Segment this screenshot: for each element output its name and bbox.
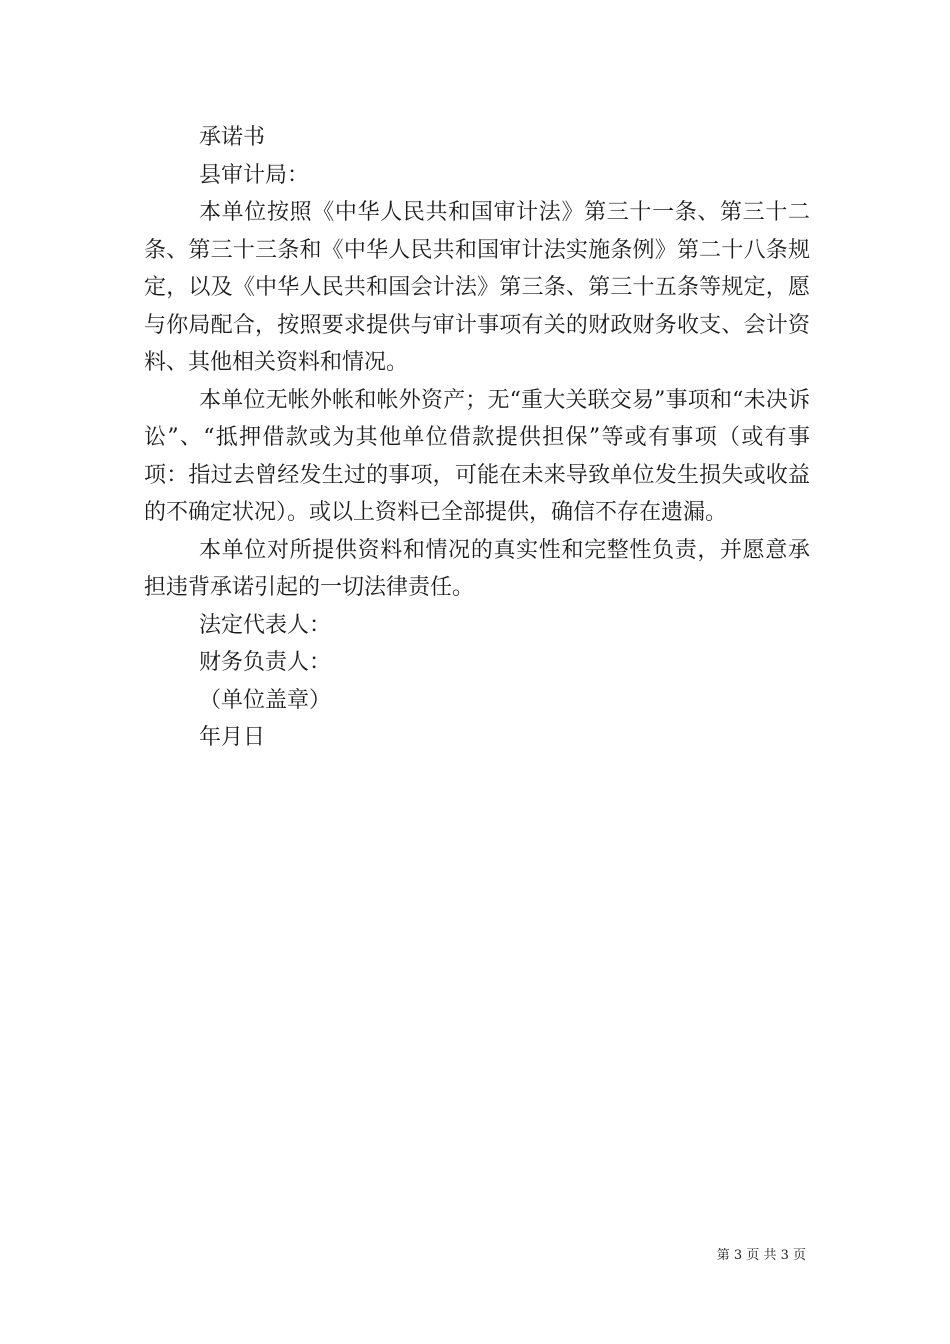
document-body [144,119,810,757]
seal-line: （单位盖章） [199,687,332,713]
finance-head-line: 财务负责人： [199,650,332,675]
document-title: 承诺书 [199,125,266,150]
body-paragraph: 本单位无帐外帐和帐外资产；无“重大关联交易”事项和“未决诉讼”、“抵押借款或为其他单位借款提供担保”等或有事项（或有事项：指过去曾经发生过的事项，可能在未来导致单位发生损失或收益的不确定状况）。或以上资料已全部提供，确信不存在遗漏。 [144,387,810,525]
addressee: 县审计局： [199,162,310,188]
body-paragraph: 本单位按照《中华人民共和国审计法》第三十一条、第三十二条、第三十三条和《中华人民共和国审计法实施条例》第二十八条规定，以及《中华人民共和国会计法》第三条、第三十五条等规定，愿与你局配合，按照要求提供与审计事项有关的财政财务收支、会计资料、其他相关资料和情况。 [144,200,810,375]
body-paragraph: 本单位对所提供资料和情况的真实性和完整性负责，并愿意承担违背承诺引起的一切法律责任。 [144,537,810,600]
date-line: 年月日 [199,725,266,750]
legal-representative-line: 法定代表人： [199,612,332,638]
page-number: 第 3 页 共 3 页 [716,1248,806,1263]
